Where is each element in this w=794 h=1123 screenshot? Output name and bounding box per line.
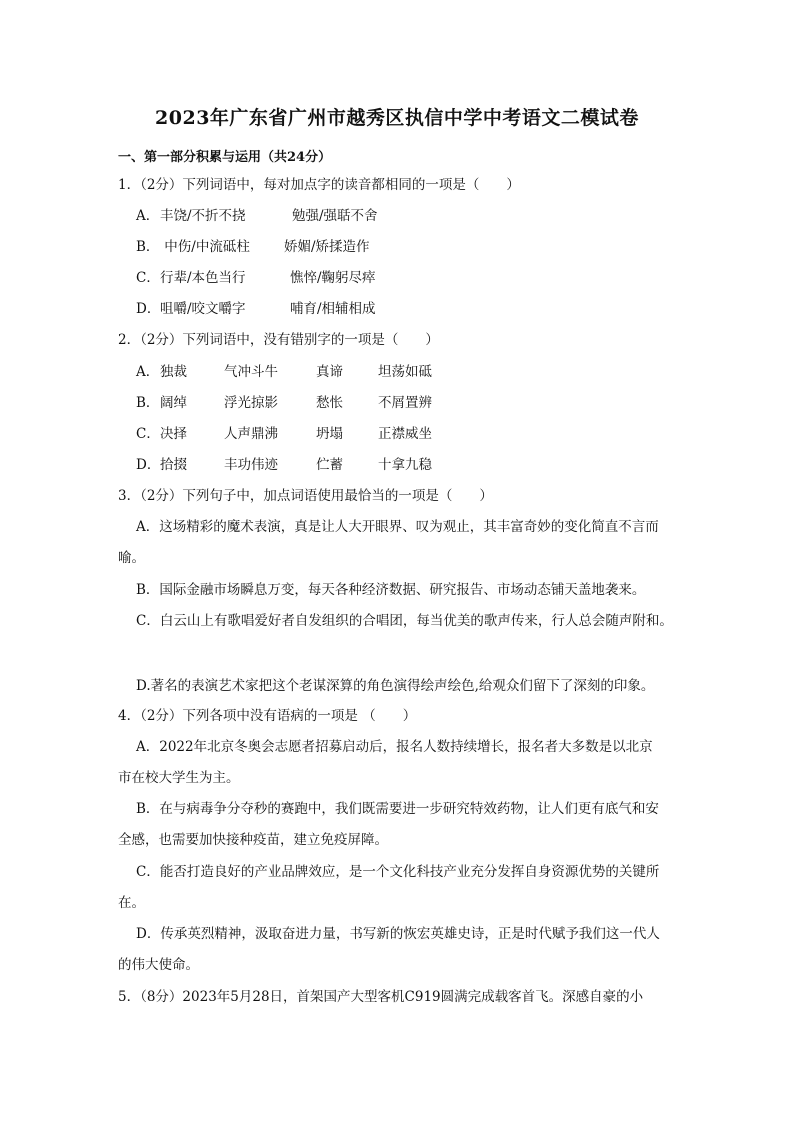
q2-option-c-word2: 人声鼎沸 [224, 426, 278, 442]
q2-option-a-word2: 气冲斗牛 [224, 364, 278, 380]
q1-option-d-word2: 哺育/相辅相成 [290, 301, 376, 317]
q2-option-b-word4: 不屑置辨 [378, 395, 432, 411]
q2-option-a-word1: 独裁 [160, 364, 187, 380]
q1-option-d-label: D． [136, 301, 161, 317]
q2-option-b-word3: 愁怅 [316, 395, 343, 411]
page-title: 2023年广东省广州市越秀区执信中学中考语文二模试卷 [155, 107, 639, 129]
q1-option-b-label: B． [136, 239, 160, 255]
q4-option-c: C．能否打造良好的产业品牌效应，是一个文化科技产业充分发挥自身资源优势的关键所 [136, 864, 660, 880]
q2-option-d-label: D． [136, 457, 161, 473]
q2-option-d-word2: 丰功伟迹 [224, 457, 278, 473]
q4-option-a: A．2022年北京冬奥会志愿者招募启动后，报名人数持续增长，报名者大多数是以北京 [136, 739, 653, 755]
q2-option-a-label: A． [136, 364, 160, 380]
q3-option-a: A．这场精彩的魔术表演，真是让人大开眼界、叹为观止，其丰富奇妙的变化简直不言而 [136, 519, 659, 535]
q2-option-c-word3: 坍塌 [316, 426, 343, 442]
q2-option-d-word1: 拾掇 [160, 457, 187, 473]
q4-option-c-cont: 在。 [118, 895, 145, 911]
q2-option-b-word2: 浮光掠影 [224, 395, 278, 411]
q4-option-d-cont: 的伟大使命。 [118, 957, 199, 973]
q1-option-c-label: C． [136, 270, 160, 286]
question-5-stem: 5．（8分）2023年5月28日，首架国产大型客机C919圆满完成载客首飞。深感自豪的小 [118, 989, 644, 1005]
q1-option-d-word1: 咀嚼/咬文嚼字 [160, 301, 246, 317]
q4-option-d: D．传承英烈精神，汲取奋进力量，书写新的恢宏英雄史诗，正是时代赋予我们这一代人 [136, 926, 660, 942]
q2-option-c-label: C． [136, 426, 160, 442]
q2-option-d-word3: 伫蓄 [316, 457, 343, 473]
question-1-stem: 1．（2分）下列词语中，每对加点字的读音都相同的一项是（ ） [118, 177, 520, 193]
q1-option-b-word2: 娇媚/矫揉造作 [284, 239, 370, 255]
q3-option-b: B．国际金融市场瞬息万变，每天各种经济数据、研究报告、市场动态铺天盖地袭来。 [136, 582, 646, 598]
q2-option-a-word4: 坦荡如砥 [378, 364, 432, 380]
q1-option-a-word2: 勉强/强聒不舍 [292, 208, 378, 224]
q2-option-b-word1: 阔绰 [160, 395, 187, 411]
q1-option-a-label: A． [136, 208, 160, 224]
section-heading: 一、第一部分积累与运用（共24分） [118, 150, 332, 165]
q1-option-b-word1: 中伤/中流砥柱 [160, 239, 250, 255]
q2-option-a-word3: 真谛 [316, 364, 343, 380]
q4-option-a-cont: 市在校大学生为主。 [118, 770, 240, 786]
q4-option-b-cont: 全感，也需要加快接种疫苗，建立免疫屏障。 [118, 832, 388, 848]
q3-option-a-cont: 喻。 [118, 550, 145, 566]
q1-option-a-word1: 丰饶/不折不挠 [160, 208, 246, 224]
q2-option-c-word1: 决择 [160, 426, 187, 442]
q2-option-b-label: B． [136, 395, 160, 411]
q4-option-b: B．在与病毒争分夺秒的赛跑中，我们既需要进一步研究特效药物，让人们更有底气和安 [136, 801, 659, 817]
q3-option-c: C．白云山上有歌唱爱好者自发组织的合唱团，每当优美的歌声传来，行人总会随声附和。 [136, 613, 673, 629]
question-4-stem: 4．（2分）下列各项中没有语病的一项是 （ ） [118, 708, 417, 724]
q3-option-d: D.著名的表演艺术家把这个老谋深算的角色演得绘声绘色,给观众们留下了深刻的印象。 [136, 678, 655, 694]
question-3-stem: 3．（2分）下列句子中，加点词语使用最恰当的一项是（ ） [118, 488, 493, 504]
q2-option-c-word4: 正襟威坐 [378, 426, 432, 442]
q1-option-c-word1: 行辈/本色当行 [160, 270, 246, 286]
q2-option-d-word4: 十拿九稳 [378, 457, 432, 473]
q1-option-c-word2: 憔悴/鞠躬尽瘁 [290, 270, 376, 286]
question-2-stem: 2．（2分）下列词语中，没有错别字的一项是（ ） [118, 332, 439, 348]
